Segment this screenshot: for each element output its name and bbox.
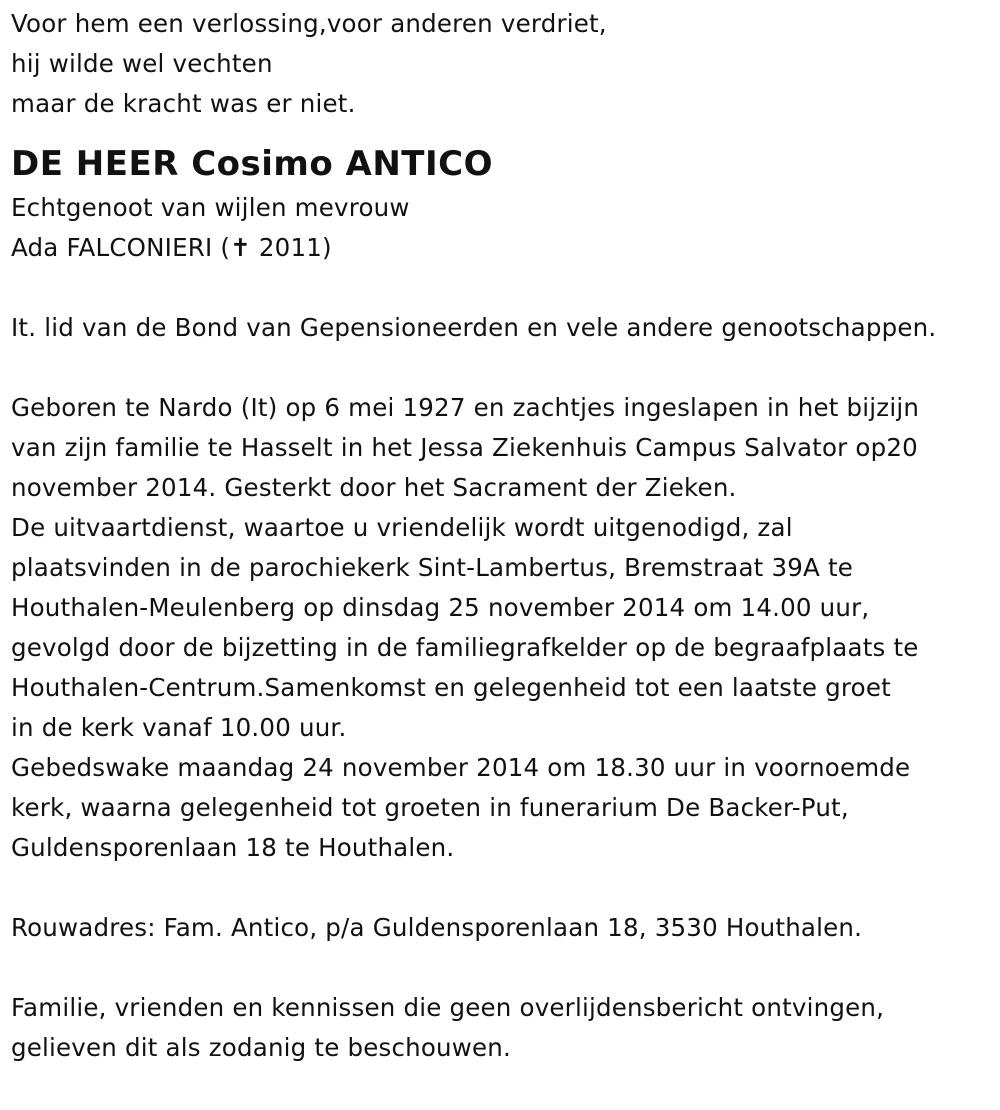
address-line: Rouwadres: Fam. Antico, p/a Guldensporenlaan 18, 3530 Houthalen. [11,913,863,942]
details-line: plaatsvinden in de parochiekerk Sint-Lambertus, Bremstraat 39A te [11,553,854,582]
membership-block [11,308,996,348]
paragraph-spacer [11,348,996,388]
paragraph-spacer [11,948,996,988]
details-line: november 2014. Gesterkt door het Sacrament der Zieken. [11,473,737,502]
paragraph-spacer [11,268,996,308]
details-line: kerk, waarna gelegenheid tot groeten in funerarium De Backer-Put, [11,793,849,822]
poem-line: maar de kracht was er niet. [11,89,356,118]
details-line: Geboren te Nardo (It) op 6 mei 1927 en zachtjes ingeslapen in het bijzijn [11,393,920,422]
details-block [11,388,996,868]
details-line: Houthalen-Centrum.Samenkomst en gelegenheid tot een laatste groet [11,673,891,702]
paragraph-spacer [11,868,996,908]
spouse-block [11,188,996,268]
spouse-line: Echtgenoot van wijlen mevrouw [11,193,410,222]
deceased-name: DE HEER Cosimo ANTICO [11,144,494,184]
details-line: in de kerk vanaf 10.00 uur. [11,713,347,742]
details-line: Gebedswake maandag 24 november 2014 om 18.30 uur in voornoemde [11,753,911,782]
details-line: gevolgd door de bijzetting in de familiegrafkelder op de begraafplaats te [11,633,919,662]
poem-line: Voor hem een verlossing,voor anderen verdriet, [11,9,607,38]
obituary-notice [11,4,996,1068]
closing-block [11,988,996,1068]
address-block [11,908,996,948]
poem-block [11,4,996,124]
details-line: van zijn familie te Hasselt in het Jessa Ziekenhuis Campus Salvator op20 [11,433,918,462]
spouse-line: Ada FALCONIERI (✝ 2011) [11,233,332,262]
poem-line: hij wilde wel vechten [11,49,273,78]
closing-line: Familie, vrienden en kennissen die geen overlijdensbericht ontvingen, [11,993,885,1022]
details-line: Guldensporenlaan 18 te Houthalen. [11,833,455,862]
membership-line: It. lid van de Bond van Gepensioneerden en vele andere genootschappen. [11,313,937,342]
details-line: Houthalen-Meulenberg op dinsdag 25 november 2014 om 14.00 uur, [11,593,870,622]
details-line: De uitvaartdienst, waartoe u vriendelijk wordt uitgenodigd, zal [11,513,793,542]
closing-line: gelieven dit als zodanig te beschouwen. [11,1033,512,1062]
